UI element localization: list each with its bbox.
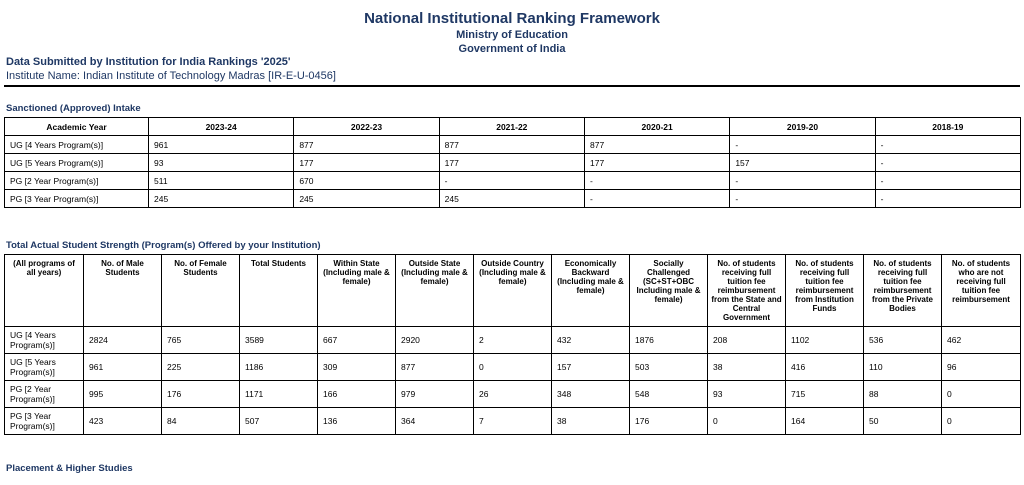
column-header: 2021-22 xyxy=(439,118,584,136)
table-cell: 96 xyxy=(942,354,1021,381)
table-cell: 877 xyxy=(294,136,439,154)
table-cell: 166 xyxy=(318,381,396,408)
column-header: No. of students receiving full tuition fee reimbursement from Institution Funds xyxy=(786,255,864,327)
table-row xyxy=(5,190,1021,208)
column-header: 2020-21 xyxy=(584,118,729,136)
table-cell: 3589 xyxy=(240,327,318,354)
table-cell: 88 xyxy=(864,381,942,408)
ministry-label: Ministry of Education xyxy=(456,29,568,41)
column-header: No. of students receiving full tuition fee reimbursement from the Private Bodies xyxy=(864,255,942,327)
column-header: Academic Year xyxy=(5,118,149,136)
column-header: No. of students receiving full tuition fee reimbursement from the State and Central Government xyxy=(708,255,786,327)
table-row xyxy=(5,172,1021,190)
table-cell: 176 xyxy=(630,408,708,435)
table-cell: - xyxy=(730,172,875,190)
column-header: 2022-23 xyxy=(294,118,439,136)
table-cell: 715 xyxy=(786,381,864,408)
table-cell: 667 xyxy=(318,327,396,354)
table-cell: 309 xyxy=(318,354,396,381)
institute-name: Institute Name: Indian Institute of Technology Madras [IR-E-U-0456] xyxy=(6,70,336,82)
table-cell: 432 xyxy=(552,327,630,354)
table-cell: 50 xyxy=(864,408,942,435)
table-cell: 177 xyxy=(584,154,729,172)
table-cell: 136 xyxy=(318,408,396,435)
table-header-row xyxy=(5,255,1021,327)
table-cell: 157 xyxy=(730,154,875,172)
table-cell: - xyxy=(875,172,1020,190)
table-cell: 548 xyxy=(630,381,708,408)
header-divider xyxy=(4,85,1020,87)
table-cell: - xyxy=(439,172,584,190)
table-cell: 38 xyxy=(708,354,786,381)
table-cell: 38 xyxy=(552,408,630,435)
page-title: National Institutional Ranking Framework xyxy=(364,10,660,27)
table-cell: 1876 xyxy=(630,327,708,354)
table-cell: 877 xyxy=(396,354,474,381)
table-row xyxy=(5,408,1021,435)
table-cell: 0 xyxy=(708,408,786,435)
table-cell: 0 xyxy=(942,381,1021,408)
column-header: 2019-20 xyxy=(730,118,875,136)
table-cell: 177 xyxy=(439,154,584,172)
table-cell: PG [2 Year Program(s)] xyxy=(5,172,149,190)
table-cell: 245 xyxy=(294,190,439,208)
table-cell: 995 xyxy=(84,381,162,408)
table-cell: 7 xyxy=(474,408,552,435)
table-cell: - xyxy=(584,172,729,190)
table-cell: 765 xyxy=(162,327,240,354)
table-cell: 26 xyxy=(474,381,552,408)
table-cell: 348 xyxy=(552,381,630,408)
table-cell: 0 xyxy=(942,408,1021,435)
column-header: Total Students xyxy=(240,255,318,327)
column-header: 2023-24 xyxy=(149,118,294,136)
column-header: 2018-19 xyxy=(875,118,1020,136)
table-cell: - xyxy=(730,136,875,154)
table-cell: 245 xyxy=(149,190,294,208)
table-row xyxy=(5,136,1021,154)
table-cell: 877 xyxy=(584,136,729,154)
table-cell: 0 xyxy=(474,354,552,381)
table-cell: 1102 xyxy=(786,327,864,354)
table-row xyxy=(5,154,1021,172)
table-cell: - xyxy=(584,190,729,208)
table-cell: UG [4 Years Program(s)] xyxy=(5,327,84,354)
table-cell: 164 xyxy=(786,408,864,435)
table-cell: 208 xyxy=(708,327,786,354)
column-header: No. of Male Students xyxy=(84,255,162,327)
table-cell: 93 xyxy=(149,154,294,172)
column-header: Within State (Including male & female) xyxy=(318,255,396,327)
table-cell: 961 xyxy=(84,354,162,381)
table-cell: PG [3 Year Program(s)] xyxy=(5,408,84,435)
intake-section-title: Sanctioned (Approved) Intake xyxy=(6,103,141,114)
strength-section-title: Total Actual Student Strength (Program(s) Offered by your Institution) xyxy=(6,240,321,251)
table-cell: - xyxy=(875,136,1020,154)
table-cell: 423 xyxy=(84,408,162,435)
table-cell: 877 xyxy=(439,136,584,154)
table-row xyxy=(5,381,1021,408)
table-cell: PG [3 Year Program(s)] xyxy=(5,190,149,208)
table-cell: 225 xyxy=(162,354,240,381)
table-cell: 670 xyxy=(294,172,439,190)
column-header: Socially Challenged (SC+ST+OBC Including male & female) xyxy=(630,255,708,327)
table-cell: 2824 xyxy=(84,327,162,354)
table-cell: 416 xyxy=(786,354,864,381)
column-header: Outside Country (Including male & female) xyxy=(474,255,552,327)
table-cell: 93 xyxy=(708,381,786,408)
column-header: No. of Female Students xyxy=(162,255,240,327)
table-cell: 177 xyxy=(294,154,439,172)
student-strength-table xyxy=(4,254,1021,435)
column-header: Outside State (Including male & female) xyxy=(396,255,474,327)
table-cell: - xyxy=(875,190,1020,208)
table-cell: - xyxy=(730,190,875,208)
table-cell: UG [4 Years Program(s)] xyxy=(5,136,149,154)
table-cell: 176 xyxy=(162,381,240,408)
table-cell: UG [5 Years Program(s)] xyxy=(5,354,84,381)
table-cell: 1186 xyxy=(240,354,318,381)
table-cell: 364 xyxy=(396,408,474,435)
table-row xyxy=(5,354,1021,381)
table-cell: 961 xyxy=(149,136,294,154)
table-cell: 245 xyxy=(439,190,584,208)
placement-section-title: Placement & Higher Studies xyxy=(6,463,133,474)
table-cell: - xyxy=(875,154,1020,172)
table-cell: 462 xyxy=(942,327,1021,354)
column-header: (All programs of all years) xyxy=(5,255,84,327)
table-cell: UG [5 Years Program(s)] xyxy=(5,154,149,172)
government-label: Government of India xyxy=(458,43,566,55)
table-cell: PG [2 Year Program(s)] xyxy=(5,381,84,408)
sanctioned-intake-table xyxy=(4,117,1021,208)
table-cell: 110 xyxy=(864,354,942,381)
table-row xyxy=(5,327,1021,354)
table-cell: 2 xyxy=(474,327,552,354)
table-cell: 2920 xyxy=(396,327,474,354)
column-header: No. of students who are not receiving full tuition fee reimbursement xyxy=(942,255,1021,327)
table-cell: 84 xyxy=(162,408,240,435)
table-cell: 511 xyxy=(149,172,294,190)
table-header-row xyxy=(5,118,1021,136)
table-cell: 979 xyxy=(396,381,474,408)
table-cell: 157 xyxy=(552,354,630,381)
data-submitted-heading: Data Submitted by Institution for India Rankings '2025' xyxy=(6,56,291,68)
table-cell: 1171 xyxy=(240,381,318,408)
table-cell: 507 xyxy=(240,408,318,435)
table-cell: 536 xyxy=(864,327,942,354)
table-cell: 503 xyxy=(630,354,708,381)
column-header: Economically Backward (Including male & female) xyxy=(552,255,630,327)
